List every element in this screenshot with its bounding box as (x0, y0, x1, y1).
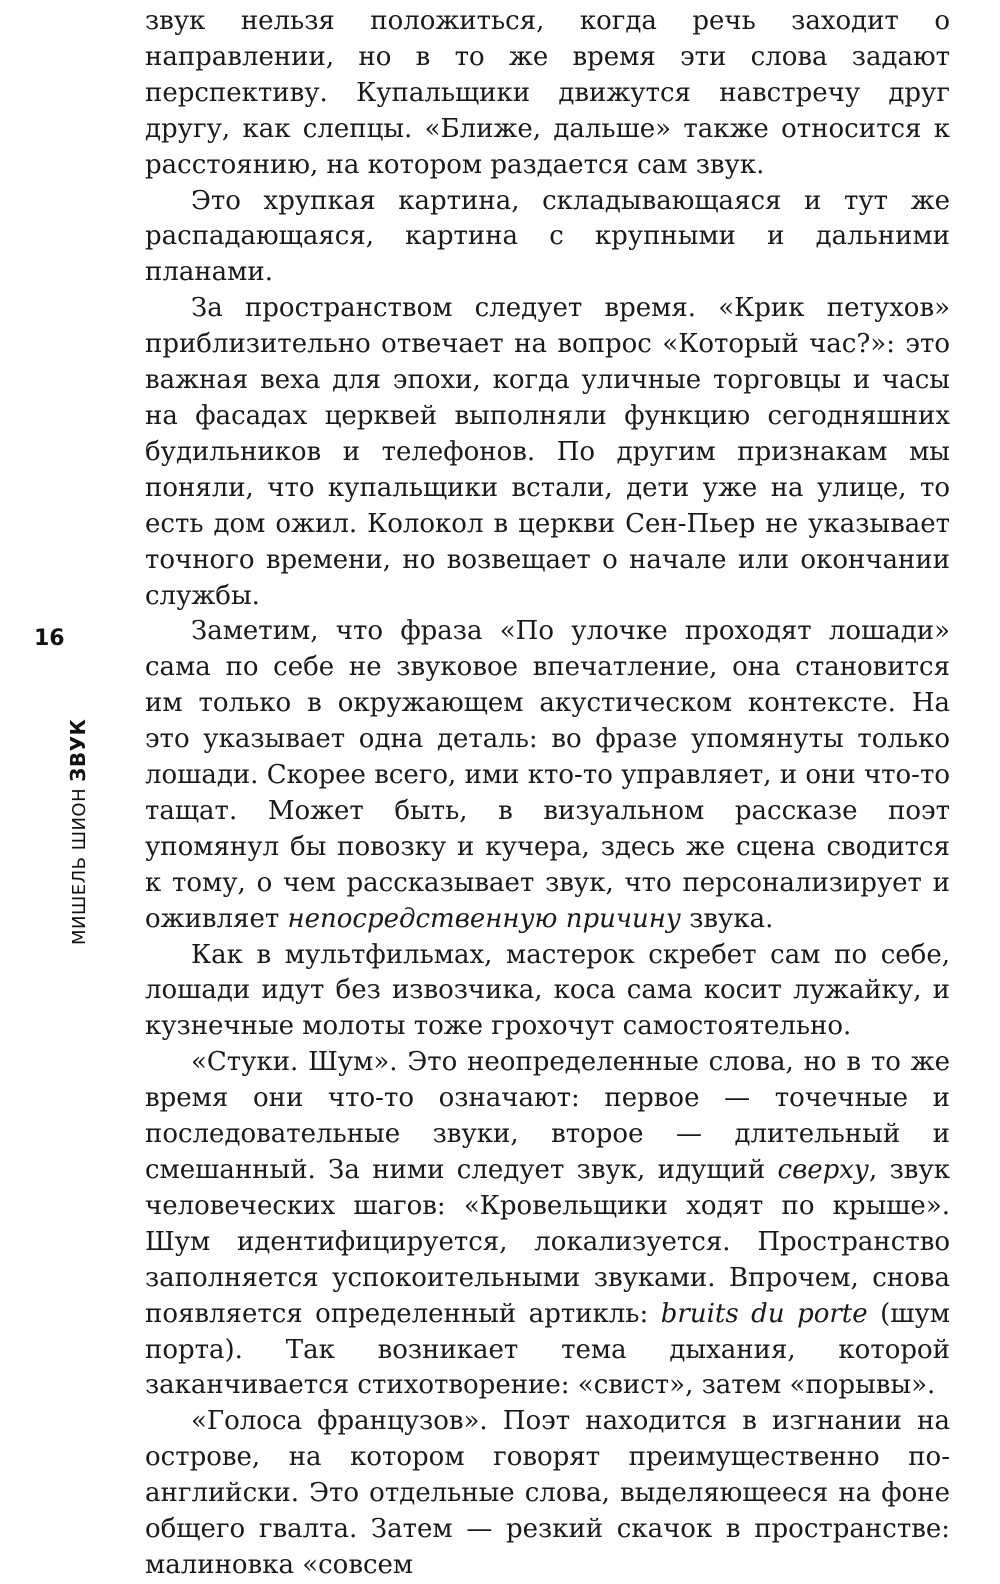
text-run: , звук человеческих шагов: «Кровельщики ходят по крыше». Шум идентифицируется, локализуется. Пространство заполняется успокоительными звуками. Впрочем, снова появляется определенный артикль: (145, 1155, 950, 1329)
page-number: 16 (34, 626, 65, 651)
text-run: Как в мультфильмах, мастерок скребет сам по себе, лошади идут без извозчика, коса сама косит лужайку, и кузнечные молоты тоже грохочут самостоятельно. (145, 939, 950, 1042)
running-head-title: ЗВУК (66, 718, 90, 782)
italic-phrase: непосредственную причину (287, 903, 681, 934)
italic-phrase: bruits du porte (660, 1298, 868, 1329)
body-text (145, 4, 950, 1584)
text-run: звук нельзя положиться, когда речь заходит о направлении, но в то же время эти слова задают перспективу. Купальщики движутся навстречу друг другу, как слепцы. «Ближе, дальше» также относится к расстоянию, на котором раздается сам звук. (145, 6, 950, 180)
paragraph (145, 4, 950, 184)
paragraph (145, 1045, 950, 1404)
text-run: Это хрупкая картина, складывающаяся и тут же распадающаяся, картина с крупными и дальними планами. (145, 185, 950, 288)
paragraph (145, 938, 950, 1046)
italic-phrase: сверху (777, 1155, 869, 1185)
text-run: «Стуки. Шум». Это неопределенные слова, но в то же время они что-то означают: первое — точечные и последовательные звуки, второе — длительный и смешанный. За ними следует звук, идущий (145, 1047, 950, 1185)
running-head-author: МИШЕЛЬ ШИОН (69, 787, 90, 945)
paragraph (145, 184, 950, 292)
text-run: Заметим, что фраза «По улочке проходят лошади» сама по себе не звуковое впечатление, она становится им только в окружающем акустическом контексте. На это указывает одна деталь: во фразе упомянуты только лошади. Скорее всего, ими кто-то управляет, и они что-то тащат. Может быть, в визуальном рассказе поэт упомянул бы повозку и кучера, здесь же сцена сводится к тому, о чем рассказывает звук, что персонализирует и оживляет (145, 616, 950, 934)
text-run: звука. (680, 903, 774, 934)
text-run: «Голоса французов». Поэт находится в изгнании на острове, на котором говорят преимущественно по-английски. Это отдельные слова, выделяющееся на фоне общего гвалта. Затем — резкий скачок в пространстве: малиновка «совсем (145, 1406, 950, 1580)
running-head (66, 719, 90, 945)
paragraph (145, 291, 950, 614)
text-run: За пространством следует время. «Крик петухов» приблизительно отвечает на вопрос «Который час?»: это важная веха для эпохи, когда уличные торговцы и часы на фасадах церквей выполняли функцию сегодняшних будильников и телефонов. По другим признакам мы поняли, что купальщики встали, дети уже на улице, то есть дом ожил. Колокол в церкви Сен-Пьер не указывает точного времени, но возвещает о начале или окончании службы. (145, 293, 950, 611)
paragraph (145, 1404, 950, 1584)
text-run: (шум порта). Так возникает тема дыхания, которой заканчивается стихотворение: «свист», затем «порывы». (145, 1298, 951, 1401)
paragraph (145, 614, 950, 937)
